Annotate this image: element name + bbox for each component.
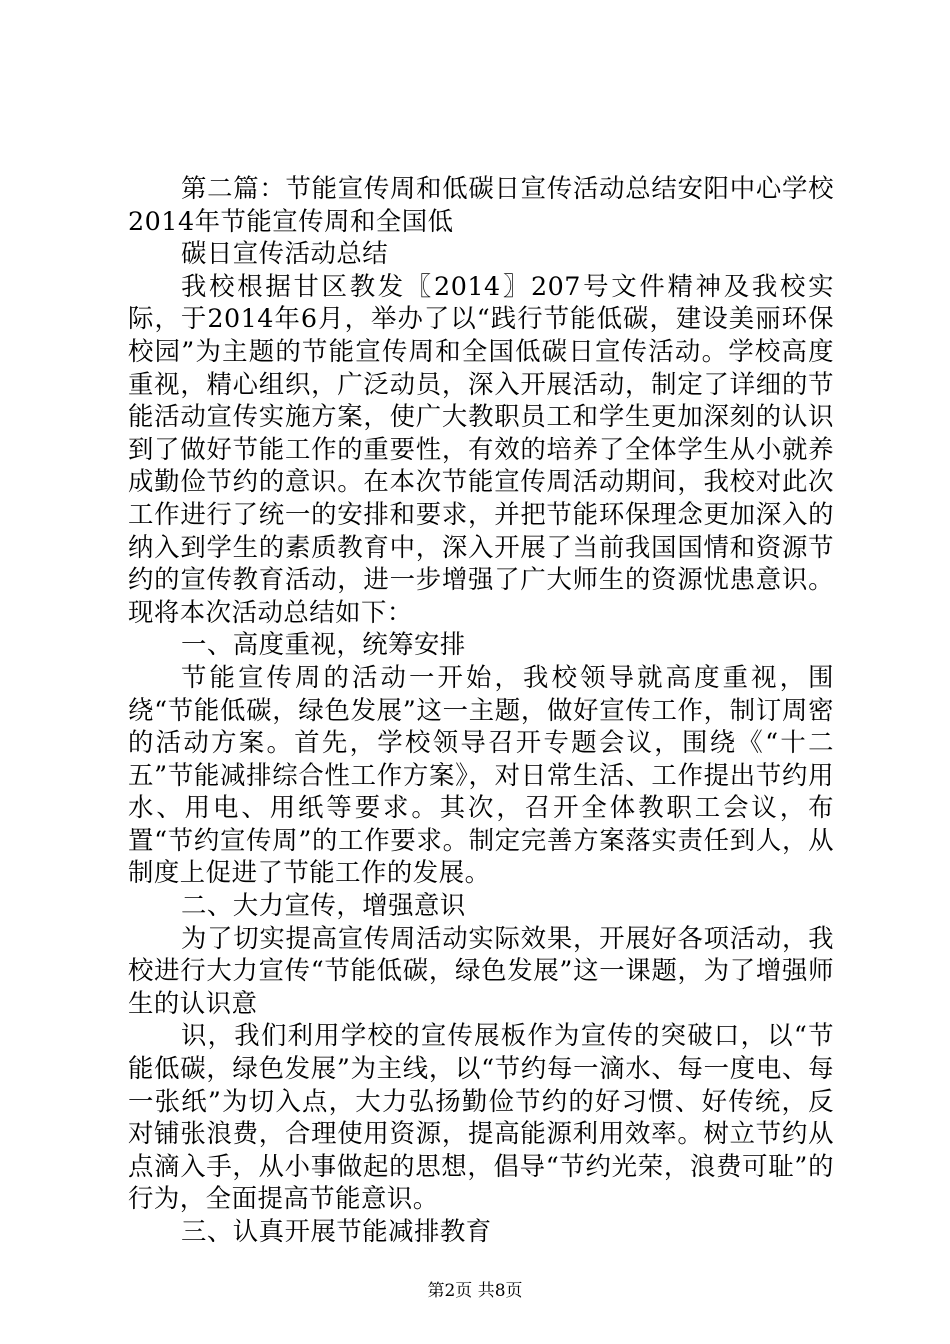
section-heading-1: 一、高度重视，统筹安排 [181, 629, 466, 660]
page-footer: 第2页 共8页 [427, 1281, 523, 1301]
section-heading-3: 三、认真开展节能减排教育 [181, 1216, 492, 1246]
document-body [128, 172, 834, 1248]
paragraph-intro: 我校根据甘区教发〖2014〗207号文件精神及我校实际，于2014年6月，举办了以“践行节能低碳，建设美丽环保校园”为主题的节能宣传周和全国低碳日宣传活动。学校高度重视，精心组织，广泛动员，深入开展活动，制定了详细的节能活动宣传实施方案，使广大教职员工和学生更加深刻的认识到了做好节能工作的重要性，有效的培养了全体学生从小就养成勤俭节约的意识。在本次节能宣传周活动期间，我校对此次工作进行了统一的安排和要求，并把节能环保理念更加深入的纳入到学生的素质教育中，深入开展了当前我国国情和资源节约的宣传教育活动，进一步增强了广大师生的资源忧患意识。现将本次活动总结如下： [128, 270, 834, 627]
paragraph-section-2b: 识，我们利用学校的宣传展板作为宣传的突破口，以“节能低碳，绿色发展”为主线，以“节约每一滴水、每一度电、每一张纸”为切入点，大力弘扬勤俭节约的好习惯、好传统，反对铺张浪费，合理使用资源，提高能源利用效率。树立节约从点滴入手，从小事做起的思想，倡导“节约光荣，浪费可耻”的行为，全面提高节能意识。 [128, 1020, 834, 1214]
section-heading-2: 二、大力宣传，增强意识 [181, 890, 466, 921]
document-title-line2: 碳日宣传活动总结 [181, 238, 389, 269]
paragraph-section-2a: 为了切实提高宣传周活动实际效果，开展好各项活动，我校进行大力宣传“节能低碳，绿色发展”这一课题，为了增强师生的认识意 [128, 922, 834, 1018]
paragraph-section-1: 节能宣传周的活动一开始，我校领导就高度重视，围绕“节能低碳，绿色发展”这一主题，做好宣传工作，制订周密的活动方案。首先，学校领导召开专题会议，围绕《“十二五”节能减排综合性工作方案》，对日常生活、工作提出节约用水、用电、用纸等要求。其次，召开全体教职工会议，布置“节约宣传周”的工作要求。制定完善方案落实责任到人，从制度上促进了节能工作的发展。 [128, 661, 834, 888]
document-title-line1: 第二篇：节能宣传周和低碳日宣传活动总结安阳中心学校2014年节能宣传周和全国低 [128, 173, 834, 236]
